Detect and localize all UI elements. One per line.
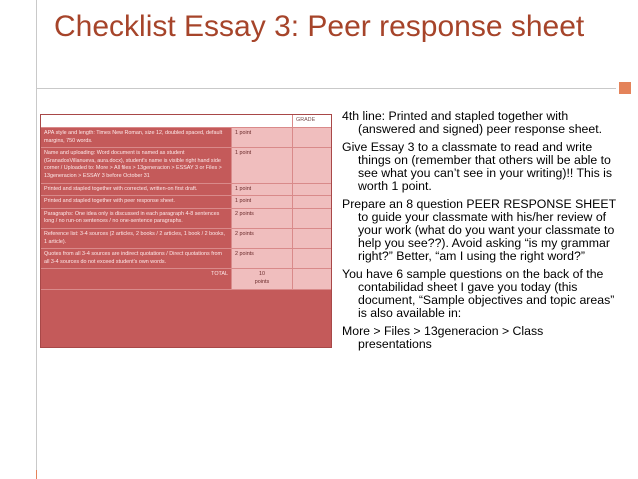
criterion-cell: Reference list: 3-4 sources (2 articles, 2 books / 2 articles, 1 book / 2 books, 1 article).: [41, 228, 232, 248]
criterion-cell: Printed and stapled together with peer response sheet.: [41, 196, 232, 209]
table-row: [41, 148, 331, 183]
points-cell: 2 points: [232, 249, 293, 269]
grade-cell: [293, 128, 332, 148]
left-divider-line: [36, 0, 37, 479]
table-row: [41, 249, 331, 269]
table-row: [41, 183, 331, 196]
checklist-header-row: [41, 115, 331, 128]
criterion-cell: Printed and stapled together with corrected, written-on first draft.: [41, 183, 232, 196]
note-item: More > Files > 13generacion > Class presentations: [342, 324, 544, 351]
total-grade-cell: [293, 269, 332, 289]
total-points-unit: points: [254, 278, 270, 285]
points-cell: 1 point: [232, 196, 293, 209]
note-item: You have 6 sample questions on the back of the contabilidad sheet I gave you today (this document, “Sample objectives and topic areas” is also available in:: [342, 267, 615, 320]
table-row: [41, 128, 331, 148]
points-cell: 2 points: [232, 228, 293, 248]
checklist-table-image: [40, 114, 332, 348]
notes-list: [342, 110, 618, 356]
table-row: [41, 196, 331, 209]
total-points-value: 10: [259, 271, 265, 278]
total-label: TOTAL: [41, 269, 232, 289]
points-cell: 1 point: [232, 128, 293, 148]
grade-cell: [293, 208, 332, 228]
points-cell: 1 point: [232, 183, 293, 196]
grade-cell: [293, 228, 332, 248]
grade-cell: [293, 249, 332, 269]
left-divider-accent: [36, 470, 37, 479]
criterion-cell: Name and uploading: Word document is named as student (GranadosVillanueva, aura.docx), student's name is visible right hand side corner / Uploaded to: More > All files > 13generacion > ESSAY 3 or Files > 13generacion > ESSAY 3 before October 31: [41, 148, 232, 183]
criterion-cell: APA style and length: Times New Roman, size 12, doubled spaced, default margins, 750 words.: [41, 128, 232, 148]
note-item: Give Essay 3 to a classmate to read and write things on (remember that others will be able to see what you can’t see in your writing)!! This is worth 1 point.: [342, 140, 613, 193]
grade-header: GRADE: [293, 115, 332, 128]
table-row: [41, 208, 331, 228]
grade-cell: [293, 196, 332, 209]
grade-cell: [293, 183, 332, 196]
grade-cell: [293, 148, 332, 183]
title-underline: [36, 88, 616, 89]
table-row: [41, 228, 331, 248]
total-points: [232, 269, 293, 289]
criterion-cell: Paragraphs: One idea only is discussed in each paragraph 4-8 sentences long / no run-on sentences / no one-sentence paragraphs.: [41, 208, 232, 228]
accent-square: [619, 82, 631, 94]
total-row: [41, 269, 331, 289]
points-cell: 2 points: [232, 208, 293, 228]
criterion-cell: Quotes from all 3-4 sources are indirect quotations / Direct quotations from all 3-4 sources do not exceed student's own words.: [41, 249, 232, 269]
note-item: Prepare an 8 question PEER RESPONSE SHEET to guide your classmate with his/her review of your work (what do you want your classmate to help you see??). Avoid asking “is my grammar right?” Better, “am I using the right word?”: [342, 197, 616, 263]
slide-title: Checklist Essay 3: Peer response sheet: [54, 10, 585, 43]
note-item: 4th line: Printed and stapled together with (answered and signed) peer response sheet.: [342, 109, 603, 136]
points-cell: 1 point: [232, 148, 293, 183]
